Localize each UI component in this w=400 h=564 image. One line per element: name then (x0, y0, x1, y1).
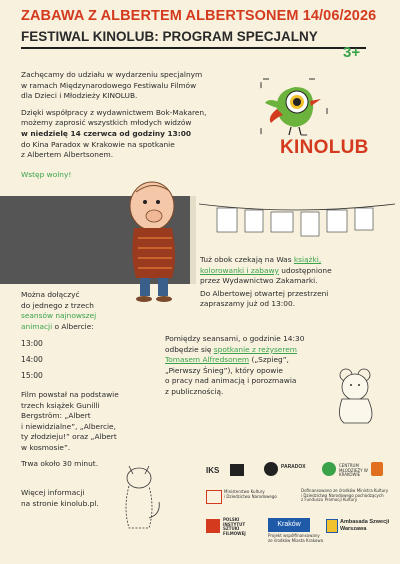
teddy-bear-illustration (328, 365, 384, 427)
screening-time: 14:00 (21, 355, 43, 364)
screening-times-list (21, 339, 43, 385)
albert-character-illustration (118, 178, 190, 306)
screening-time: 15:00 (21, 371, 43, 380)
kinolub-bird-logo-icon (255, 73, 333, 141)
pisf-logo: POLSKI INSTYTUT SZTUKI FILMOWEJ (223, 517, 246, 536)
paradox-play-icon (264, 462, 278, 476)
intro-paragraph: Zachęcamy do udziału w wydarzeniu specjalnym w ramach Międzynarodowego Festiwalu Filmów dla Dzieci i Młodzieży KINOLUB. Dzięki współpracy z wydawnictwem Bok-Makaren, możemy zaprosić wszystkich młodych widzów w niedzielę 14 czerwca od godziny 13:00 do Kina Paradox w Krakowie na spotkanie z Albertem Albertsonem. Wstęp wolny! (21, 70, 261, 180)
iks-logo: IKS (206, 466, 220, 475)
free-entry-text: Wstęp wolny! (21, 169, 72, 179)
header-divider (21, 47, 366, 49)
embassy-logo: Ambasada Szwecji Warszawa (340, 519, 390, 532)
paradox-logo: PARADOX (281, 464, 306, 470)
pisf-logo-icon (206, 519, 220, 533)
more-info-paragraph: Więcej informacji na stronie kinolub.pl. (21, 488, 99, 508)
hanging-drawings-illustration (195, 194, 400, 246)
page-subtitle: FESTIWAL KINOLUB: PROGRAM SPECJALNY (21, 29, 318, 44)
festival-logo-icon (371, 462, 383, 476)
meeting-paragraph: Pomiędzy seansami, o godzinie 14:30 odbędzie się spotkanie z reżyserem Tomasem Alfredsonem („Szpieg”, „Pierwszy Śnieg”), który opowie o pracy nad animacją i porozmawia z publicznością. (165, 334, 305, 396)
screening-time: 13:00 (21, 339, 43, 348)
age-rating-badge: 3+ (343, 44, 361, 61)
ministry-eagle-icon (206, 490, 222, 504)
ministry-logo-row: Ministerstwo Kultury i Dziedzictwa Narodowego Dofinansowano ze środków Ministra Kultury i Dziedzictwa Narodowego pochodzących z Funduszu Promocji Kultury (206, 488, 396, 506)
books-paragraph: Tuż obok czekają na Was książki, kolorowanki i zabawy udostępnione przez Wydawnictwo Zakamarki. Do Albertowej otwartej przestrzeni zapraszamy już od 13:00. (200, 255, 332, 309)
cat-illustration (115, 458, 165, 534)
film-info-paragraph: Film powstał na podstawie trzech książek Gunilli Bergström: „Albert i niewidzialne”, „Albercie, ty złodzieju!” oraz „Albert w kosmosie”. Trwa około 30 minut. (21, 390, 119, 468)
play-square-icon (230, 464, 244, 476)
screenings-paragraph: Można dołączyć do jednego z trzech seansów najnowszej animacji o Albercie: (21, 290, 97, 331)
centrum-logo: CENTRUM MŁODZIEŻY W KRAKOWIE (339, 463, 368, 478)
centrum-logo-icon (322, 462, 336, 476)
page-title: ZABAWA Z ALBERTEM ALBERTSONEM 14/06/2026 (21, 8, 377, 24)
krakow-logo: Kraków (268, 518, 310, 532)
swedish-crest-icon (326, 519, 338, 533)
partner-logo-row: POLSKI INSTYTUT SZTUKI FILMOWEJ Kraków Projekt współfinansowany ze środków Miasta Krakowa Ambasada Szwecji Warszawa (206, 517, 396, 543)
kinolub-logo-text: KINOLUB (280, 137, 369, 158)
